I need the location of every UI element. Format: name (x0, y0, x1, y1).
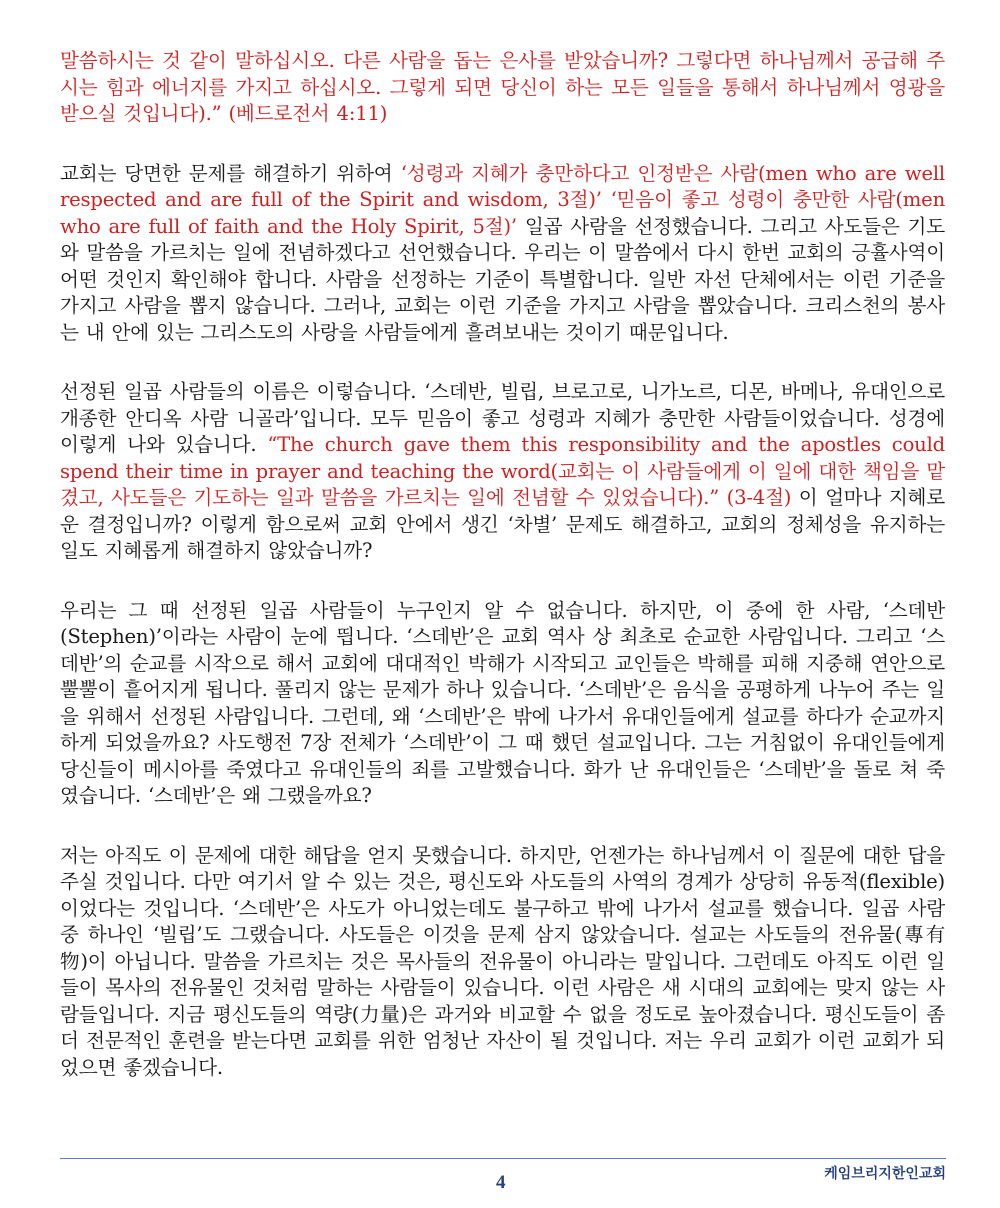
body-text: 교회는 당면한 문제를 해결하기 위하여 (60, 161, 401, 185)
scripture-quote: ‘성령과 지혜가 충만하다고 인정받은 사람(men who are well respected and are full of the Spirit and wisdom, 3절)’ ‘믿음이 좋고 성령이 충만한 사람(men who are full of faith and the Holy Spirit, 5절)’ (60, 161, 945, 238)
page-number: 4 (496, 1172, 506, 1193)
body-text: 이 얼마나 지혜로운 결정입니까? 이렇게 함으로써 교회 안에서 생긴 ‘차별’ 문제도 해결하고, 교회의 정체성을 유지하는 일도 지혜롭게 해결하지 않았습니까? (60, 486, 945, 562)
body-text: 저는 아직도 이 문제에 대한 해답을 얻지 못했습니다. 하지만, 언젠가는 하나님께서 이 질문에 대한 답을 주실 것입니다. 다만 여기서 알 수 있는 것은, 평신도와 사도들의 사역의 경계가 상당히 유동적(flexible)이었다는 것입니다. ‘스데반’은 사도가 아니었는데도 불구하고 밖에 나가서 설교를 했습니다. 일곱 사람 중 하나인 ‘빌립’도 그랬습니다. 사도들은 이것을 문제 삼지 않았습니다. 설교는 사도들의 전유물(專有物)이 아닙니다. 말씀을 가르치는 것은 목사들의 전유물이 아니라는 말입니다. 그런데도 아직도 이런 일들이 목사의 전유물인 것처럼 말하는 사람들이 있습니다. 이런 사람은 새 시대의 교회에는 맞지 않는 사람들입니다. 지금 평신도들의 역량(力量)은 과거와 비교할 수 없을 정도로 높아졌습니다. 평신도들이 좀더 전문적인 훈련을 받는다면 교회를 위한 엄청난 자산이 될 것입니다. 저는 우리 교회가 이런 교회가 되었으면 좋겠습니다. (60, 843, 945, 1079)
body-text: 선정된 일곱 사람들의 이름은 이렇습니다. ‘스데반, 빌립, 브로고로, 니가노르, 디몬, 바메나, 유대인으로 개종한 안디옥 사람 니골라’입니다. 모두 믿음이 좋고 성령과 지혜가 충만한 사람들이었습니다. 성경에 이렇게 나와 있습니다. (60, 380, 945, 456)
body-text: 우리는 그 때 선정된 일곱 사람들이 누구인지 알 수 없습니다. 하지만, 이 중에 한 사람, ‘스데반(Stephen)’이라는 사람이 눈에 띕니다. ‘스데반’은 교회 역사 상 최초로 순교한 사람입니다. 그리고 ‘스데반’의 순교를 시작으로 해서 교회에 대대적인 박해가 시작되고 교인들은 박해를 피해 지중해 연안으로 뿔뿔이 흩어지게 됩니다. 풀리지 않는 문제가 하나 있습니다. ‘스데반’은 음식을 공평하게 나누어 주는 일을 위해서 선정된 사람입니다. 그런데, 왜 ‘스데반’은 밖에 나가서 유대인들에게 설교를 하다가 순교까지 하게 되었을까요? 사도행전 7장 전체가 ‘스데반’이 그 때 했던 설교입니다. 그는 거침없이 유대인들에게 당신들이 메시아를 죽였다고 유대인들의 죄를 고발했습니다. 화가 난 유대인들은 ‘스데반’을 돌로 쳐 죽였습니다. ‘스데반’은 왜 그랬을까요? (60, 598, 945, 807)
paragraph-1 (60, 48, 945, 128)
footer-divider (60, 1158, 946, 1159)
body-text: 일곱 사람을 선정했습니다. 그리고 사도들은 기도와 말씀을 가르치는 일에 전념하겠다고 선언했습니다. 우리는 이 말씀에서 다시 한번 교회의 긍휼사역이 어떤 것인지 확인해야 합니다. 사람을 선정하는 기준이 특별합니다. 일반 자선 단체에서는 이런 기준을 가지고 사람을 뽑지 않습니다. 그러나, 교회는 이런 기준을 가지고 사람을 뽑았습니다. 크리스천의 봉사는 내 안에 있는 그리스도의 사랑을 사람들에게 흘려보내는 것이기 때문입니다. (60, 214, 945, 344)
paragraph-5 (60, 843, 945, 1082)
paragraph-2 (60, 161, 945, 347)
paragraph-4 (60, 598, 945, 810)
scripture-quote: “The church gave them this responsibility and the apostles could spend their time in prayer and teaching the word(교회는 이 사람들에게 이 일에 대한 책임을 맡겼고, 사도들은 기도하는 일과 말씀을 가르치는 일에 전념할 수 있었습니다).” (3-4절) (60, 433, 945, 509)
scripture-quote: 말씀하시는 것 같이 말하십시오. 다른 사람을 돕는 은사를 받았습니까? 그렇다면 하나님께서 공급해 주시는 힘과 에너지를 가지고 하십시오. 그렇게 되면 당신이 하는 모든 일들을 통해서 하나님께서 영광을 받으실 것입니다).” (베드로전서 4:11) (60, 49, 945, 125)
document-body (60, 48, 945, 1114)
paragraph-3 (60, 379, 945, 565)
church-name: 케임브리지한인교회 (824, 1166, 946, 1182)
